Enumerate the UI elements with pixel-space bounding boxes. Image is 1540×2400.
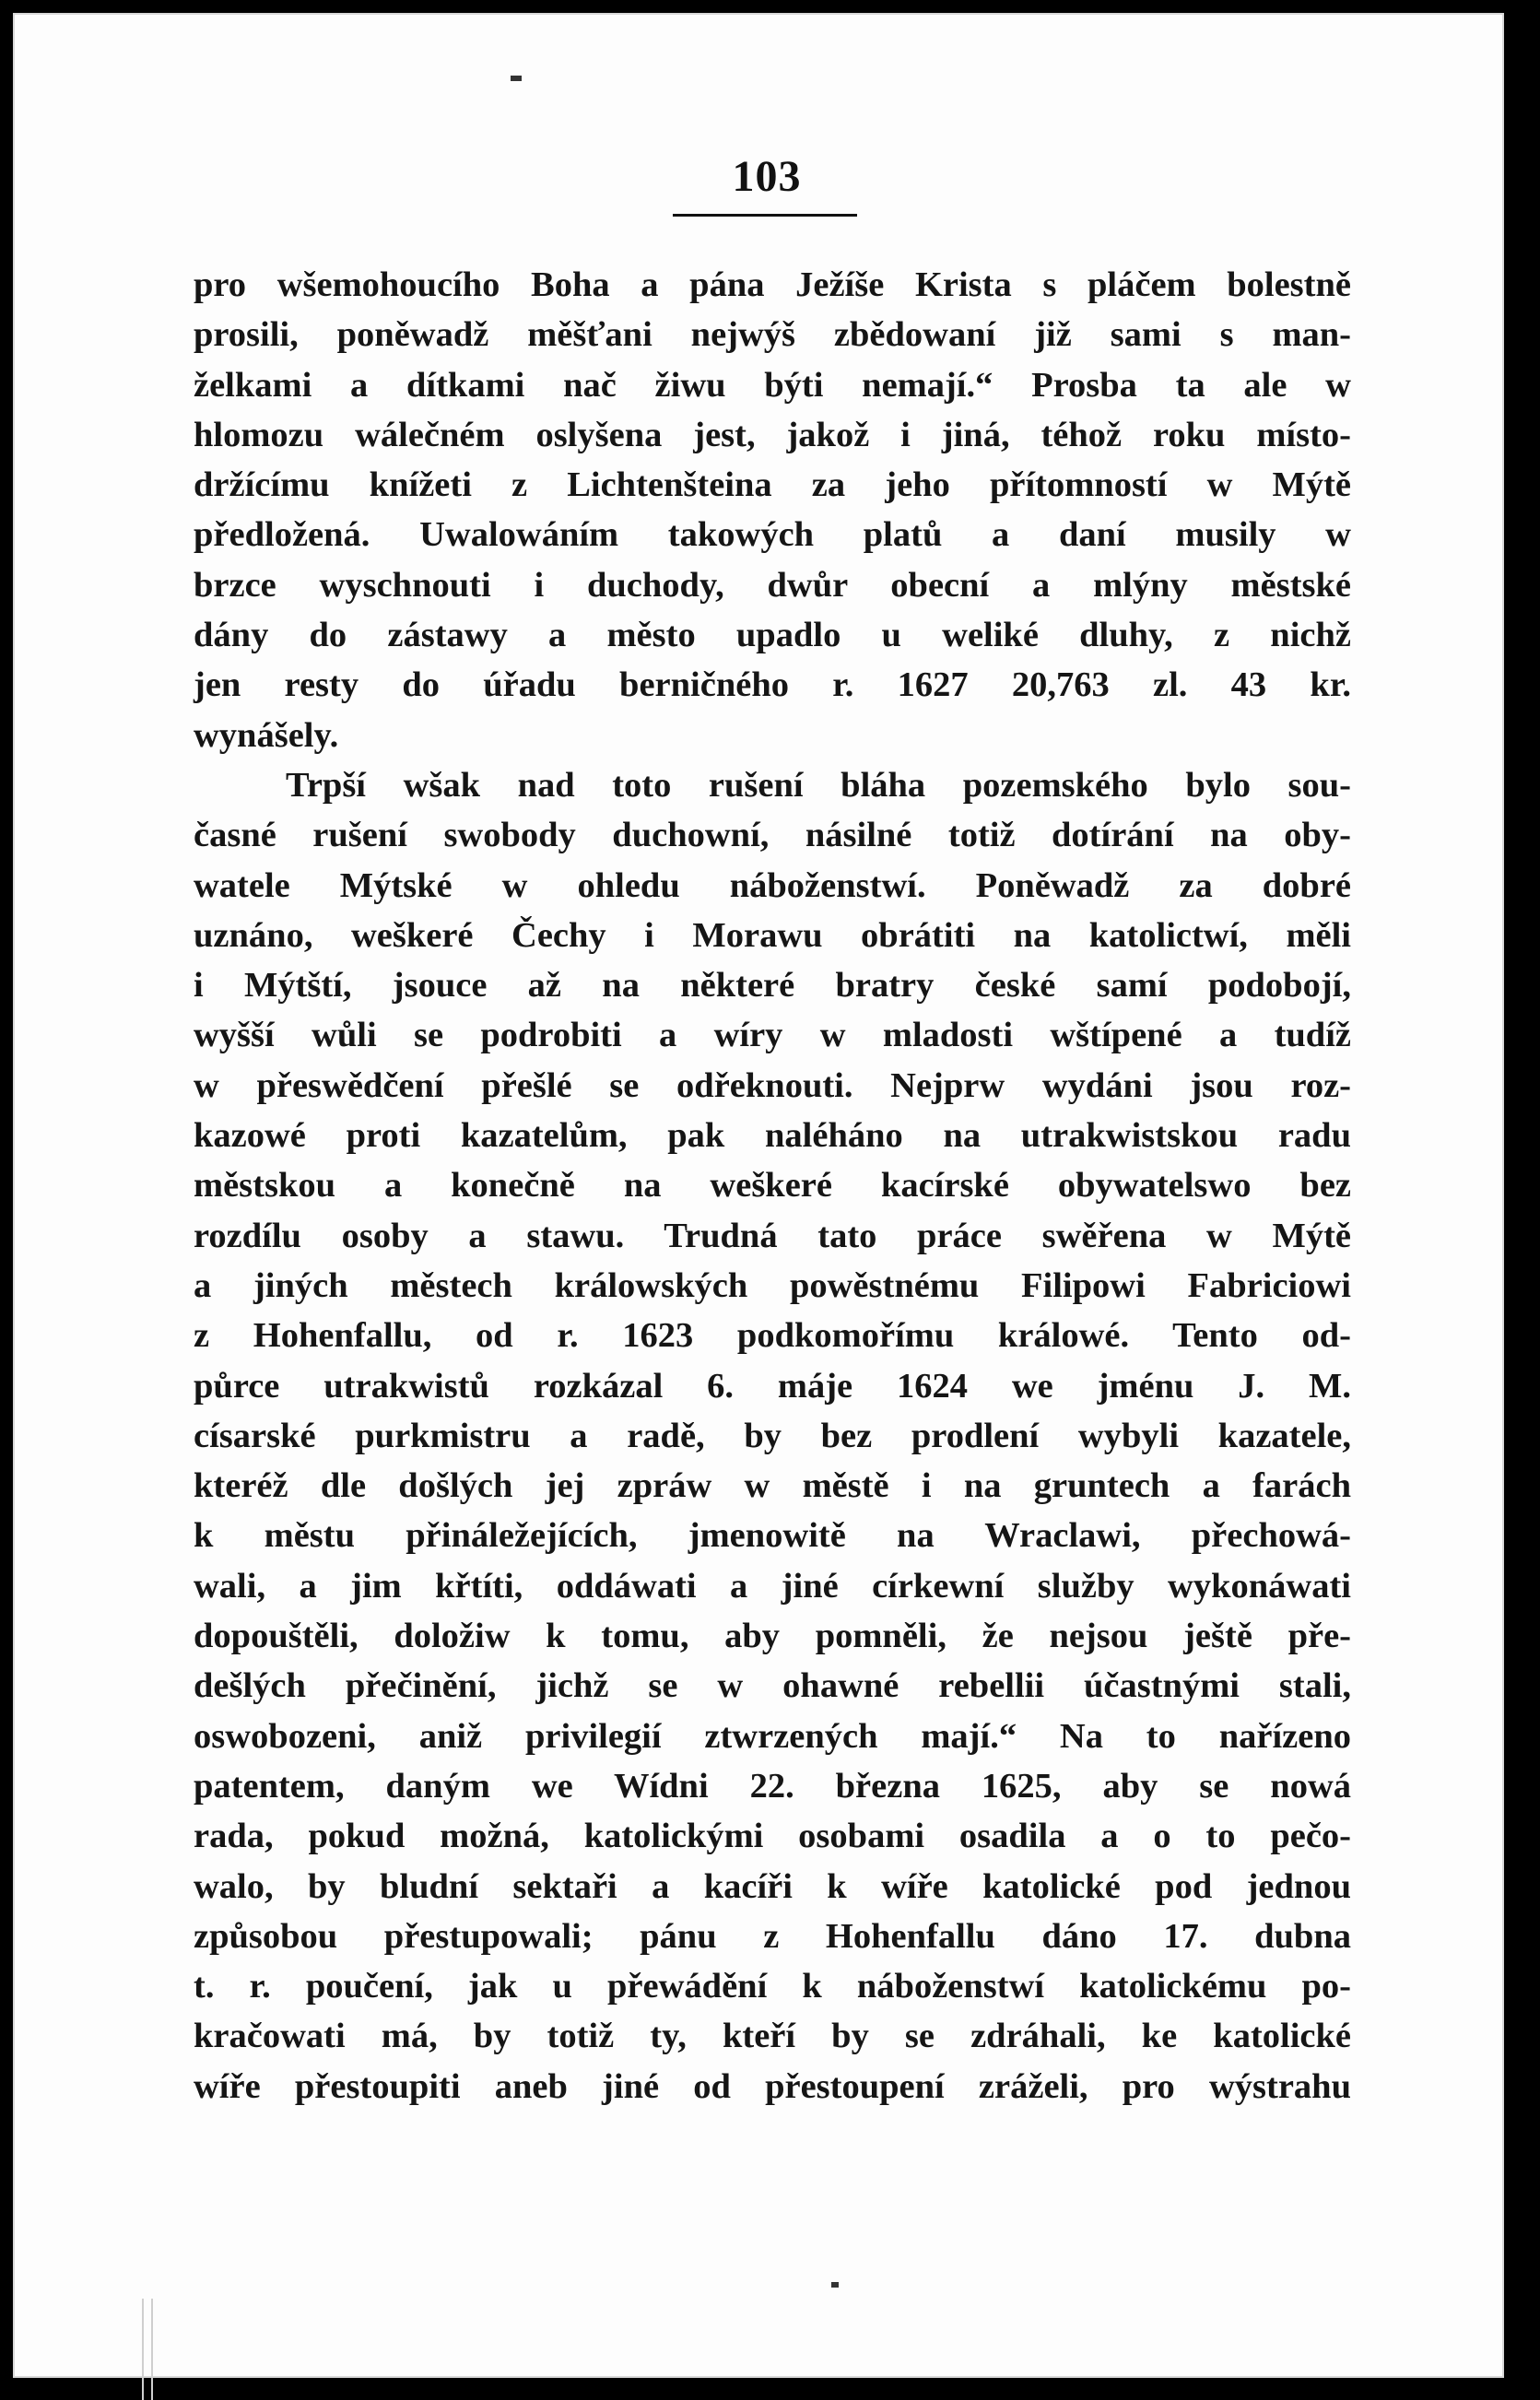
text-line: způsobou přestupowali; pánu z Hohenfallu dáno 17. dubna (194, 1916, 1351, 1956)
page-number-rule (673, 214, 857, 217)
paragraph-1 (194, 260, 1351, 760)
text-line: kazowé proti kazatelům, pak naléháno na utrakwistskou radu (194, 1116, 1351, 1156)
text-line: kteréž dle došlých jej zpráw w městě i na gruntech a farách (194, 1466, 1351, 1506)
text-line: wíře přestoupiti aneb jiné od přestoupení zráželi, pro wýstrahu (194, 2066, 1351, 2106)
text-line: pro wšemohoucího Boha a pána Ježíše Krista s pláčem bolestně (194, 265, 1351, 304)
text-line: půrce utrakwistů rozkázal 6. máje 1624 we jménu J. M. (194, 1366, 1351, 1406)
text-line: dopouštěli, doložiw k tomu, aby pomněli, že nejsou ještě pře- (194, 1617, 1351, 1656)
text-line: i Mýtští, jsouce až na některé bratry české samí podobojí, (194, 966, 1351, 1006)
text-line: wali, a jim křtíti, oddáwati a jiné církewní služby wykonáwati (194, 1566, 1351, 1606)
text-line: dány do zástawy a město upadlo u weliké dluhy, z nichž (194, 616, 1351, 655)
text-line: uznáno, weškeré Čechy i Morawu obrátiti na katolictwí, měli (194, 915, 1351, 955)
text-line: rozdílu osoby a stawu. Trudná tato práce swěřena w Mýtě (194, 1216, 1351, 1255)
ink-speck (831, 2282, 839, 2288)
book-page (13, 13, 1504, 2378)
text-line: z Hohenfallu, od r. 1623 podkomořímu králowé. Tento od- (194, 1316, 1351, 1356)
text-line: předložená. Uwalowáním takowých platů a daní musily w (194, 515, 1351, 555)
text-line: kračowati má, by totiž ty, kteří by se zdráhali, ke katolické (194, 2017, 1351, 2056)
text-line: patentem, daným we Wídni 22. března 1625, aby se nowá (194, 1766, 1351, 1806)
page-number: 103 (732, 152, 802, 201)
text-line: a jiných městech králowských powěstnému Filipowi Fabriciowi (194, 1265, 1351, 1305)
text-line: Trpší wšak nad toto rušení bláha pozemského bylo sou- (286, 765, 1351, 805)
text-line: městskou a konečně na weškeré kacírské obywatelswo bez (194, 1166, 1351, 1206)
text-line: walo, by bludní sektaři a kacíři k wíře katolické pod jednou (194, 1866, 1351, 1906)
text-line: rada, pokud možná, katolickými osobami osadila a o to pečo- (194, 1817, 1351, 1856)
text-line: t. r. poučení, jak u přewádění k náboženstwí katolickému po- (194, 1967, 1351, 2006)
text-line: hlomozu wálečném oslyšena jest, jakož i jiná, téhož roku místo- (194, 415, 1351, 454)
binding-marks (142, 2299, 153, 2400)
text-line: jen resty do úřadu berničného r. 1627 20,763 zl. 43 kr. (194, 665, 1351, 705)
text-line: držícímu knížeti z Lichtenšteina za jeho přítomností w Mýtě (194, 465, 1351, 505)
scan-border (1507, 0, 1540, 2388)
text-line: císarské purkmistru a radě, by bez prodlení wybyli kazatele, (194, 1416, 1351, 1455)
text-line: dešlých přečinění, jichž se w ohawné rebellii účastnými stali, (194, 1666, 1351, 1706)
paragraph-2 (194, 760, 1351, 2112)
text-line: k městu přináležejících, jmenowitě na Wraclawi, přechowá- (194, 1516, 1351, 1556)
text-line: wyšší wůli se podrobiti a wíry w mladosti wštípené a tudíž (194, 1016, 1351, 1055)
text-line: wynášely. (194, 715, 339, 755)
body-text (194, 260, 1351, 2112)
ink-speck (511, 76, 522, 81)
text-line: w přeswědčení přešlé se odřeknouti. Nejprw wydáni jsou roz- (194, 1065, 1351, 1105)
text-line: želkami a dítkami nač žiwu býti nemají.“ Prosba ta ale w (194, 365, 1351, 405)
text-line: prosili, poněwadž měšťani nejwýš zbědowaní již sami s man- (194, 315, 1351, 355)
text-line: watele Mýtské w ohledu náboženstwí. Poněwadž za dobré (194, 865, 1351, 905)
text-line: časné rušení swobody duchowní, násilné totiž dotírání na oby- (194, 816, 1351, 855)
text-line: brzce wyschnouti i duchody, dwůr obecní a mlýny městské (194, 565, 1351, 605)
text-line: oswobozeni, aniž privilegií ztwrzených mají.“ Na to nařízeno (194, 1716, 1351, 1756)
